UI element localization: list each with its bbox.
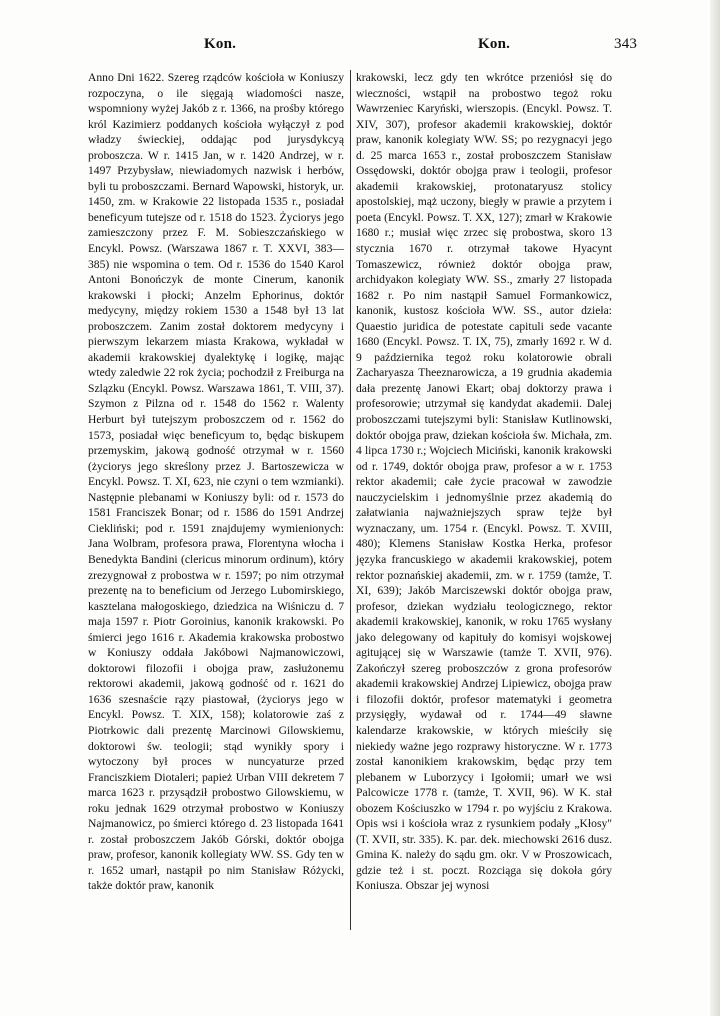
left-column <box>88 70 344 894</box>
running-head-left: Kon. <box>204 36 237 52</box>
left-column-text: Anno Dni 1622. Szereg rządców kościoła w Koniuszy rozpoczyna, o ile sięgają wiadomości nasze, wspomniony wyżej Jakób z r. 1366, na prośby którego król Kazimierz poddanych kościoła wyłączył z pod władzy świeckiej, oddając pod jurysdykcyą proboszcza. W r. 1415 Jan, w r. 1420 Andrzej, w r. 1497 Przybysław, niewiadomych nazwisk i herbów, byli tu proboszczami. Bernard Wapowski, historyk, ur. 1450, zm. w Krakowie 22 listopada 1535 r., posiadał beneficyum tutejsze od r. 1518 do 1523. Życiorys jego zamieszczony przez F. M. Sobieszczańskiego w Encykl. Powsz. (Warszawa 1867 r. T. XXVI, 383—385) nie wspomina o tem. Od r. 1536 do 1540 Karol Antoni Bonończyk de monte Cinerum, kanonik krakowski i płocki; Anzelm Ephorinus, doktór medycyny, między rokiem 1530 a 1548 był 13 lat proboszczem. Zanim został doktorem medycyny i pierwszym lekarzem miasta Krakowa, wykładał w akademii krakowskiej dyalektykę i logikę, mając wtedy zaledwie 22 rok życia; pochodził z Freiburga na Szlązku (Encykl. Powsz. Warszawa 1861, T. VIII, 37). Szymon z Pilzna od r. 1548 do 1562 r. Walenty Herburt był tutejszym proboszczem od r. 1562 do 1573, posiadał więc beneficyum to, będąc biskupem przemyskim, jakową godność otrzymał w r. 1560 (życiorys jego skreślony przez J. Bartoszewicza w Encykl. Powsz. T. XI, 623, nie czyni o tem wzmianki). Następnie plebanami w Koniuszy byli: od r. 1573 do 1581 Franciszek Bonar; od r. 1586 do 1591 Andrzej Ciekliński; pod r. 1591 znajdujemy wymienionych: Jana Wolbram, profesora prawa, Florentyna włocha i Benedykta Bandini (clericus minorum ordinum), który zrezygnował z probostwa w r. 1597; po nim otrzymał prezentę na to beneficium od Jerzego Lubomirskiego, kasztelana małogoskiego, dziedzica na Wiśniczu d. 7 maja 1597 r. Piotr Goroinius, kanonik krakowski. Po śmierci jego 1616 r. Akademia krakowska probostwo w Koniuszy oddała Jakóbowi Najmanowiczowi, doktorowi filozofii i obojga praw, zasłużonemu rektorowi akademii, jakową godność od r. 1621 do 1636 szesnaście rązy piastował, (życiorys jego w Encykl. Powsz. T. XIX, 158); kolatorowie zaś z Piotrkowic dali prezentę Marcinowi Gilowskiemu, doktorowi św. teologii; stąd wynikły spory i wytoczony był proces w nuncyaturze przed Franciszkiem Diotaleri; papież Urban VIII dekretem 7 marca 1623 r. przysądził probostwo Gilowskiemu, w roku jednak 1629 otrzymał probostwo w Koniuszy Najmanowicz, po śmierci którego d. 23 listopada 1641 r. został proboszczem Jakób Górski, doktór obojga praw, profesor, kanonik kollegiaty WW. SS. Gdy ten w r. 1652 umarł, nastąpił po nim Stanisław Różycki, także doktór praw, kanonik <box>88 71 344 893</box>
right-column-text: krakowski, lecz gdy ten wkrótce przeniósł się do wieczności, wstąpił na probostwo tegoż roku Wawrzeniec Karyński, wierszopis. (Encykl. Powsz. T. XIV, 307), profesor akademii krakowskiej, doktór praw, kanonik kolegiaty WW. SS; po rezygnacyi jego d. 25 marca 1653 r., został proboszczem Stanisław Ossędowski, doktór obojga praw i teologii, profesor akademii krakowskiej, protonataryusz stolicy apostolskiej, mąż uczony, biegły w prawie a przytem i poeta (Encykl. Powsz. T. XX, 127); zmarł w Krakowie 1680 r.; musiał więc zrzec się probostwa, skoro 13 stycznia 1670 r. otrzymał takowe Hyacynt Tomaszewicz, również doktór obojga praw, archidyakon kolegiaty WW. SS., zmarły 27 listopada 1682 r. Po nim nastąpił Samuel Formankowicz, kanonik, kustosz kościoła WW. SS., autor dzieła: Quaestio juridica de potestate capituli sede vacante 1680 (Encykl. Powsz. T. IX, 75), zmarły 1692 r. W d. 9 października tegoż roku kolatorowie obrali Zacharyasza Theeznarowicza, a 19 grudnia akademia dała prezentę Janowi Ekart; obaj doktorzy prawa i profesorowie; utrzymał się kandydat akademii. Dalej proboszczami tutejszymi byli: Stanisław Kutlinowski, doktór obojga praw, dziekan kościoła św. Michała, zm. 4 lipca 1730 r.; Wojciech Miciński, kanonik krakowski od r. 1749, doktór obojga praw, profesor a w r. 1753 rektor akademii; całe życie pracował w zawodzie nauczycielskim i jednomyślnie przez akademią do załatwiania najważniejszych spraw tejże był wyznaczany, um. 1754 r. (Encykl. Powsz. T. XVIII, 480); Klemens Stanisław Kostka Herka, profesor języka francuskiego w akademii krakowskiej, potem rektor poznańskiej akademii, zm. w r. 1759 (tamże, T. XI, 639); Jakób Marciszewski doktór obojga praw, profesor, dziekan wydziału teologicznego, rektor akademii krakowskiej, kanonik, w roku 1765 wysłany jako delegowany od kapituły do komisyi wojskowej agitującej się w Warszawie (tamże T. XVII, 976). Zakończył szereg proboszczów z grona profesorów akademii krakowskiej Andrzej Lipiewicz, obojga praw i filozofii doktór, profesor matematyki i geometra przysięgły, wydawał od r. 1744—49 sławne kalendarze krakowskie, w których mieściły się niekiedy ważne jego rozprawy historyczne. W r. 1773 został kanonikiem krakowskim, będąc przy tem plebanem w Luborzycy i Igołomii; umarł we wsi Palcowicze 1778 r. (tamże, T. XVII, 96). W K. stał obozem Kościuszko w 1794 r. po wyjściu z Krakowa. Opis wsi i kościoła wraz z rysunkiem podały „Kłosy" (T. XVII, str. 335). K. par. dek. miechowski 2616 dusz. Gmina K. należy do sądu gm. okr. V w Proszowicach, gdzie też i st. poczt. Rozciąga się dokoła góry Koniusza. Obszar jej wynosi <box>356 71 612 893</box>
page-number: 343 <box>614 36 638 52</box>
running-head-center: Kon. <box>478 36 511 52</box>
right-column <box>356 70 612 894</box>
scan-edge <box>710 0 720 1016</box>
column-divider <box>350 70 351 930</box>
